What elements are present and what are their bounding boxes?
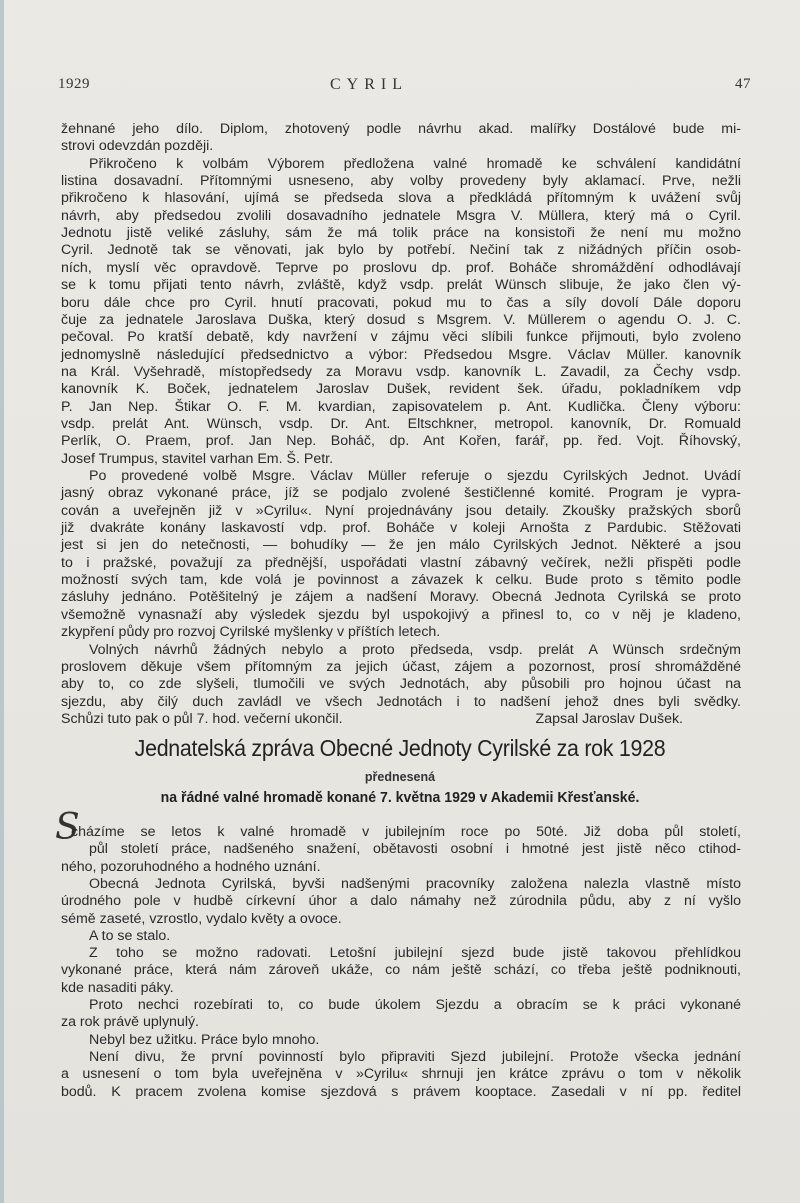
text-line [61,398,741,416]
text-line [61,241,741,259]
text-line [61,519,741,537]
text-line [61,328,741,346]
text-line [61,658,741,676]
line-text: Jednotu jistě veliké zásluhy, sám že má tolik práce na konsistoři že není mu možno [61,225,741,242]
text-line [61,189,741,207]
line-text: Nebyl bez užitku. Práce bylo mnoho. [89,1031,320,1048]
line-text: ného, pozoruhodného a hodného uznání. [61,858,321,875]
line-text: ních, myslí věc opravdově. Teprve po proslovu dp. prof. Boháče shromáždění odhodlávají [61,259,741,276]
text-line [61,588,741,606]
line-text: cován a uveřejněn již v »Cyrilu«. Nyní projednávány jsou detaily. Zkoušky pražských sborů [61,502,741,519]
line-text: aby to, co zde slyšeli, tlumočili ve svých Jednotách, aby působili pro hojnou účast na [61,676,741,693]
line-text: listina dosavadní. Přítomnými usneseno, aby volby provedeny byly aklamací. Prve, nežli [61,173,741,190]
line-text: Obecná Jednota Cyrilská, byvši nadšenými pracovníky založena nalezla vlastně místo [89,875,741,892]
text-line [61,137,741,155]
text-line [61,450,741,468]
line-text: sémě zaseté, vzrostlo, vydalo květy a ovoce. [61,910,342,927]
line-text: úrodného pole v hudbě církevní úhor a dalo námahy než zúrodnila půdu, aby z ní vyšlo [61,893,741,910]
text-line [61,363,741,381]
line-text: zásluhy jednáno. Potěšitelný je zájem a nadšení Moravy. Obecná Jednota Cyrilská se proto [61,589,741,606]
text-line [61,693,741,711]
line-text: Z toho se možno radovati. Letošní jubilejní sjezd bude jistě takovou přehlídkou [89,945,741,962]
line-text: přikročeno k hlasování, ujímá se předseda slova a předkládá přítomným k uvážení svůj [61,190,741,207]
text-line [61,536,741,554]
text-line [61,554,741,572]
text-line [89,996,741,1014]
line-text: A to se stalo. [89,927,171,944]
line-text: Přikročeno k volbám Výborem předložena valné hromadě ke schválení kandidátní [89,155,741,172]
text-line [61,710,741,728]
line-text: proslovem děkuje všem přítomným za jejich účast, zájem a pozornost, prosí shromážděné [61,658,741,675]
text-line [89,1048,741,1066]
line-text: strovi odevzdán později. [61,138,214,155]
text-line [61,979,741,997]
text-line [89,944,741,962]
line-text: boru dále chce pro Cyril. hnutí pracovati, pokud mu to čas a síly dovolí Dále doporu [61,294,741,311]
dropcap-letter: S [55,807,80,848]
text-line [61,415,741,433]
line-text: P. Jan Nep. Štikar O. F. M. kvardian, zapisovatelem p. Ant. Kudlička. Členy výboru: [61,398,741,415]
text-line [89,467,741,485]
line-text: žehnané jeho dílo. Diplom, zhotovený podle návrhu akad. malířky Dostálové bude mi- [61,121,741,137]
line-text: Schůzi tuto pak o půl 7. hod. večerní ukončil. [61,710,343,727]
article-subtitle: na řádné valné hromadě konané 7. května 1929 v Akademii Křesťanské. [160,789,640,806]
line-text: pečoval. Po kratší debatě, kdy navržení v zájmu věci slíbili funkce přijmouti, bylo zvoleno [61,329,741,346]
text-line [61,910,741,928]
line-text: se k tomu přijati tento návrh, zvláště, když vsdp. prelát Wünsch slibuje, že jako člen vý- [61,277,741,294]
line-text: Perlík, O. Praem, prof. Jan Nep. Boháč, dp. Ant Kořen, farář, pp. řed. Vojt. Říhovský, [61,433,741,450]
line-text: kde nasaditi páky. [61,979,174,996]
text-line [89,840,741,858]
line-text: kanovník K. Boček, jednatelem Jaroslav Dušek, revident šek. úřadu, pokladníkem vdp [61,381,741,398]
text-line [61,892,741,910]
text-line [61,502,741,520]
line-text: cházíme se letos k valné hromadě v jubilejním roce po 50té. Již doba půl století, [71,824,741,840]
text-line [89,155,741,173]
text-line [61,1083,741,1101]
line-text: jednomyslně následující předsednictvo a výbor: Předsedou Msgre. Václav Müller. kanovník [61,346,741,363]
article-subtitle-small: přednesená [364,770,436,784]
text-line [61,380,741,398]
text-line [61,623,741,641]
header-title: CYRIL [330,76,408,93]
line-text: jasný obraz vykonané práce, jíž se podjalo zvolené šestičlenné komité. Program je vypra- [61,485,741,502]
line-text: všemožně vynasnaží aby výsledek sjezdu byl uspokojivý a přinesl to, co v něj je kladeno, [61,606,741,623]
page-number: 47 [735,76,751,92]
text-line [61,294,741,312]
text-line [61,484,741,502]
line-text: půl století práce, nadšeného snažení, obětavosti osobní i hmotné jest jistě něco ctihod- [89,841,741,858]
line-text: Po provedené volbě Msgre. Václav Müller referuje o sjezdu Cyrilských Jednot. Uvádí [89,468,741,484]
text-line [71,823,741,841]
line-text: a usnesení o tom byla uveřejněna v »Cyrilu« shrnuji jen krátce zprávu o tom v několik [61,1066,741,1083]
text-line [61,346,741,364]
text-line [61,259,741,277]
signature: Zapsal Jaroslav Dušek. [535,710,683,727]
text-line [89,875,741,893]
text-line [89,927,741,945]
line-text: na Král. Vyšehradě, místopředsedy za Moravu vsdp. kanovník L. Zavadil, za Čechy vsdp. [61,363,741,380]
text-line [61,571,741,589]
text-line [61,224,741,242]
line-text: čuje za jednatele Jaroslava Duška, který dosud s Msgrem. V. Müllerem o agendu O. J. C. [61,311,741,328]
text-line [61,675,741,693]
header-year: 1929 [58,76,90,92]
line-text: již dvakráte konány laskavostí vdp. prof. Boháče v koleji Arnošta z Pardubic. Stěžovati [61,520,741,537]
text-line [61,276,741,294]
text-line [61,432,741,450]
text-line [61,172,741,190]
text-line [61,858,741,876]
line-text: Josef Trumpus, stavitel varhan Em. Š. Petr. [61,450,334,467]
page-edge [0,0,4,1203]
text-line [61,1065,741,1083]
line-text: Volných návrhů žádných nebylo a proto předseda, vsdp. prelát A Wünsch srdečným [89,641,741,658]
line-text: zkypření půdy pro rozvoj Cyrilské myšlenky v příštích letech. [61,624,441,641]
text-line [61,311,741,329]
line-text: možností svých tam, kde volá je povinnost a závazek k celku. Bude proto s těmito podle [61,572,741,589]
text-line [61,207,741,225]
line-text: za rok právě uplynulý. [61,1014,200,1031]
line-text: vykonané práce, která nám zároveň ukáže, co nám ještě schází, co třeba ještě podniknouti, [61,962,741,979]
line-text: návrh, aby předsedou zvolili dosavadního jednatele Msgra V. Müllera, který má o Cyril. [61,207,741,224]
text-line [61,1013,741,1031]
text-line [61,606,741,624]
text-line [89,641,741,659]
article-title: Jednatelská zpráva Obecné Jednoty Cyrilské za rok 1928 [134,735,666,761]
line-text: vsdp. prelát Ant. Wünsch, vsdp. Dr. Ant. Eltschkner, metropol. kanovník, Dr. Romuald [61,415,741,432]
text-line [61,961,741,979]
line-text: Proto nechci rozebírati to, co bude úkolem Sjezdu a obracím se k práci vykonané [89,997,741,1013]
line-text: sjezdu, aby čilý duch zavládl ve všech Jednotách i to nadšení jehož dnes byli svědky. [61,693,741,710]
text-line [61,120,741,138]
line-text: to i pražské, považují za přednější, uspořádati vlastní zábavný večírek, nežli přispěti podle [61,554,741,571]
line-text: bodů. K pracem zvolena komise sjezdová s právem kooptace. Zasedali v ní pp. ředitel [61,1083,741,1100]
text-line [89,1031,741,1049]
line-text: Cyril. Jednotě tak se věnovati, jak bylo by potřebí. Nečiní tak z nižádných příčin osob- [61,242,741,259]
line-text: Není divu, že první povinností bylo připraviti Sjezd jubilejní. Protože všecka jednání [89,1048,741,1065]
line-text: jest si jen do netečnosti, — bohudíky — že jen málo Cyrilských Jednot. Některé a jsou [61,537,741,554]
